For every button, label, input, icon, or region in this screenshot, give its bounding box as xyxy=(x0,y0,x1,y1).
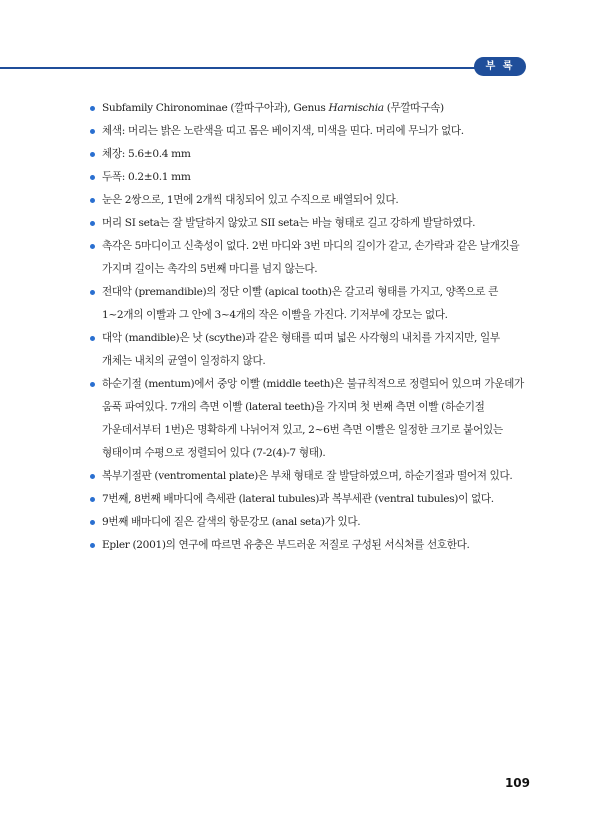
list-item xyxy=(90,143,530,166)
genus-name: Harnischia xyxy=(328,102,384,114)
bullet-icon xyxy=(90,520,95,525)
bullet-icon xyxy=(90,244,95,249)
bullet-icon xyxy=(90,474,95,479)
list-item-taxonomy xyxy=(90,97,530,120)
list-item xyxy=(90,327,530,373)
bullet-icon xyxy=(90,290,95,295)
list-item-text: 복부기절판 (ventromental plate)은 부채 형태로 잘 발달하였으며, 하순기절과 떨어져 있다. xyxy=(102,470,513,482)
list-item-text: 눈은 2쌍으로, 1면에 2개씩 대칭되어 있고 수직으로 배열되어 있다. xyxy=(102,194,399,206)
bullet-icon xyxy=(90,152,95,157)
list-item-text: 두폭: 0.2±0.1 mm xyxy=(102,171,191,183)
list-item-text: 전대악 (premandible)의 정단 이빨 (apical tooth)은 갈고리 형태를 가지고, 양쪽으로 큰 1~2개의 이빨과 그 안에 3~4개의 작은 이빨을 가진다. 기저부에 강모는 없다. xyxy=(102,286,499,321)
list-item xyxy=(90,189,530,212)
list-item-text: 체장: 5.6±0.4 mm xyxy=(102,148,191,160)
list-item xyxy=(90,373,530,465)
list-item-text: 9번째 배마디에 짙은 갈색의 항문강모 (anal seta)가 있다. xyxy=(102,516,361,528)
list-item-text: 체색: 머리는 밝은 노란색을 띠고 몸은 베이지색, 미색을 띤다. 머리에 무늬가 없다. xyxy=(102,125,464,137)
header-rule xyxy=(0,67,478,69)
list-item xyxy=(90,488,530,511)
bullet-icon xyxy=(90,129,95,134)
list-item-text: Epler (2001)의 연구에 따르면 유충은 부드러운 저질로 구성된 서식처를 선호한다. xyxy=(102,539,470,551)
list-item-text: 머리 SI seta는 잘 발달하지 않았고 SII seta는 바늘 형태로 길고 강하게 발달하였다. xyxy=(102,217,476,229)
taxonomy-prefix: Subfamily Chironominae (깔따구아과), Genus xyxy=(102,102,329,114)
list-item xyxy=(90,281,530,327)
list-item xyxy=(90,166,530,189)
list-item xyxy=(90,212,530,235)
bullet-icon xyxy=(90,382,95,387)
bullet-icon xyxy=(90,543,95,548)
list-item xyxy=(90,534,530,557)
section-badge: 부 록 xyxy=(474,57,526,76)
bullet-icon xyxy=(90,198,95,203)
list-item xyxy=(90,120,530,143)
bullet-icon xyxy=(90,336,95,341)
list-item xyxy=(90,511,530,534)
description-list xyxy=(90,97,530,557)
list-item-text: 하순기절 (mentum)에서 중앙 이빨 (middle teeth)은 불규칙적으로 정렬되어 있으며 가운데가 움푹 파여있다. 7개의 측면 이빨 (lateral teeth)을 가지며 첫 번째 측면 이빨 (하순기절 가운데서부터 1번)은 명확하게 나뉘어져 있고, 2~6번 측면 이빨은 일정한 크기로 붙어있는 형태이며 수평으로 정렬되어 있다 (7-2(4)-7 형태). xyxy=(102,378,524,459)
list-item-text: 7번째, 8번째 배마디에 측세관 (lateral tubules)과 복부세관 (ventral tubules)이 없다. xyxy=(102,493,494,505)
list-item-text: 촉각은 5마디이고 신축성이 없다. 2번 마디와 3번 마디의 길이가 같고, 손가락과 같은 날개깃을 가지며 길이는 촉각의 5번째 마디를 넘지 않는다. xyxy=(102,240,520,275)
page-number: 109 xyxy=(504,776,530,790)
bullet-icon xyxy=(90,221,95,226)
list-item xyxy=(90,465,530,488)
list-item-text: 대악 (mandible)은 낫 (scythe)과 같은 형태를 띠며 넓은 사각형의 내치를 가지지만, 일부 개체는 내치의 균열이 일정하지 않다. xyxy=(102,332,500,367)
genus-korean: (무깔따구속) xyxy=(383,102,444,114)
bullet-icon xyxy=(90,497,95,502)
bullet-icon xyxy=(90,106,95,111)
list-item xyxy=(90,235,530,281)
bullet-icon xyxy=(90,175,95,180)
